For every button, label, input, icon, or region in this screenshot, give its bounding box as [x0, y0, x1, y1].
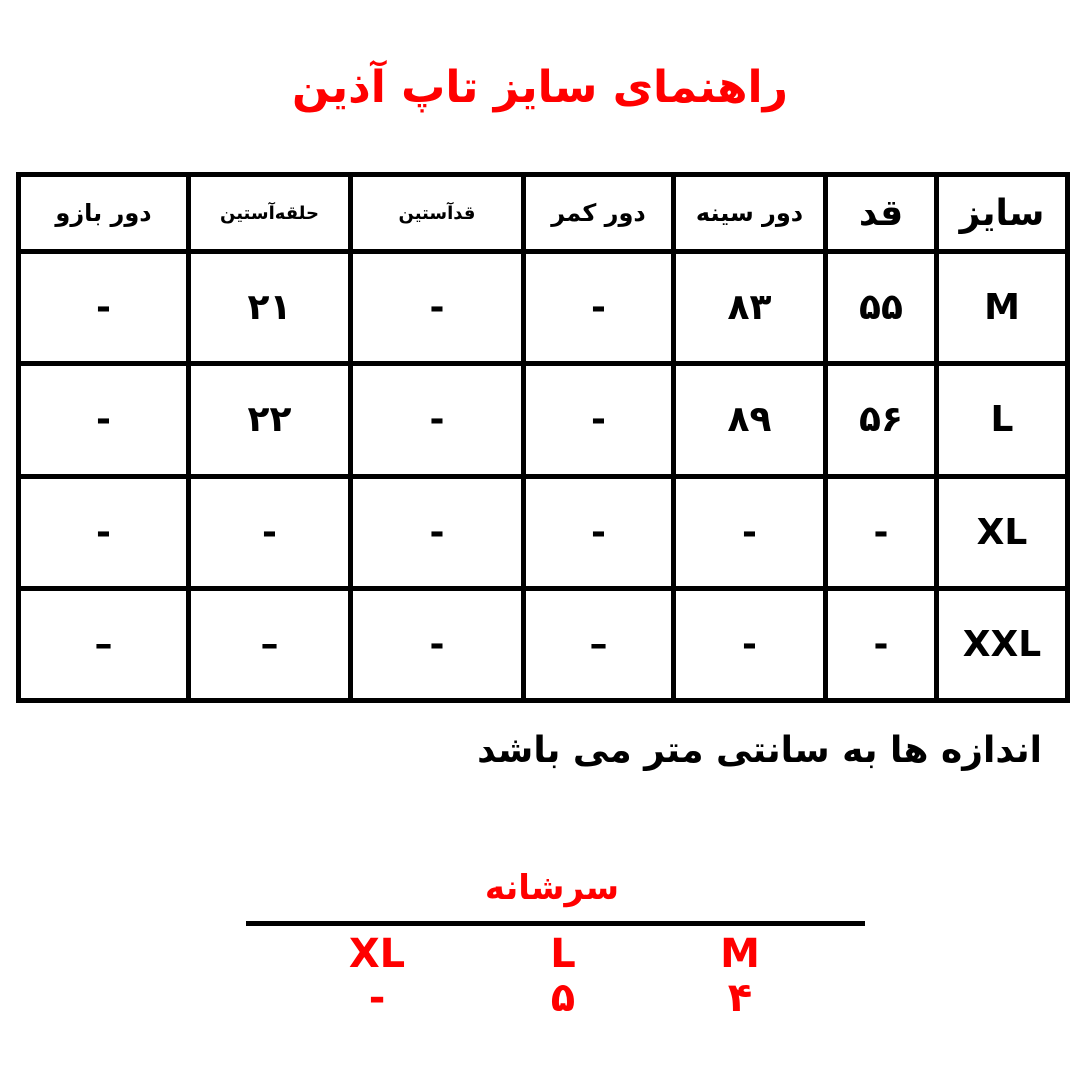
- table-cell: -: [189, 476, 351, 588]
- table-cell: -: [19, 252, 189, 364]
- table-row: [19, 252, 1068, 364]
- table-cell: -: [19, 364, 189, 476]
- table-cell: -: [524, 476, 674, 588]
- header-waist: دور کمر: [524, 175, 674, 252]
- table-cell: –: [19, 588, 189, 700]
- table-header-row: [19, 175, 1068, 252]
- header-sleeve-length: قدآستین: [351, 175, 524, 252]
- shoulder-size: L: [550, 931, 576, 977]
- header-arm: دور بازو: [19, 175, 189, 252]
- shoulder-size: XL: [348, 931, 406, 977]
- divider: [246, 921, 865, 926]
- header-length: قد: [826, 175, 937, 252]
- table-cell: –: [189, 588, 351, 700]
- table-cell: L: [937, 364, 1068, 476]
- shoulder-size: M: [720, 931, 760, 977]
- table-row: [19, 476, 1068, 588]
- header-chest: دور سینه: [674, 175, 826, 252]
- shoulder-item-m: [680, 932, 800, 1020]
- table-cell: ۵۶: [826, 364, 937, 476]
- size-table: [16, 172, 1070, 703]
- table-row: [19, 364, 1068, 476]
- table-cell: –: [524, 588, 674, 700]
- table-cell: -: [826, 476, 937, 588]
- shoulder-title: سرشانه: [484, 868, 620, 908]
- table-cell: XXL: [937, 588, 1068, 700]
- table-cell: ۵۵: [826, 252, 937, 364]
- table-cell: -: [351, 588, 524, 700]
- table-cell: ۸۹: [674, 364, 826, 476]
- table-cell: -: [674, 588, 826, 700]
- shoulder-value: ۵: [550, 975, 576, 1021]
- table-cell: XL: [937, 476, 1068, 588]
- shoulder-item-l: [503, 932, 623, 1020]
- table-cell: M: [937, 252, 1068, 364]
- units-note: اندازه ها به سانتی متر می باشد: [477, 730, 1042, 771]
- table-cell: -: [351, 476, 524, 588]
- table-row: [19, 588, 1068, 700]
- table-cell: ۸۳: [674, 252, 826, 364]
- table-cell: -: [674, 476, 826, 588]
- table-cell: -: [19, 476, 189, 588]
- page-title: راهنمای سایز تاپ آذین: [292, 62, 788, 113]
- table-cell: -: [826, 588, 937, 700]
- header-size: سایز: [937, 175, 1068, 252]
- table-cell: -: [524, 252, 674, 364]
- table-cell: -: [351, 252, 524, 364]
- table-cell: ۲۲: [189, 364, 351, 476]
- shoulder-item-xl: [317, 932, 437, 1020]
- shoulder-value: ۴: [727, 975, 753, 1021]
- table-cell: -: [524, 364, 674, 476]
- table-cell: ۲۱: [189, 252, 351, 364]
- table-cell: -: [351, 364, 524, 476]
- header-armhole: حلقه‌آستین: [189, 175, 351, 252]
- shoulder-value: -: [368, 975, 386, 1021]
